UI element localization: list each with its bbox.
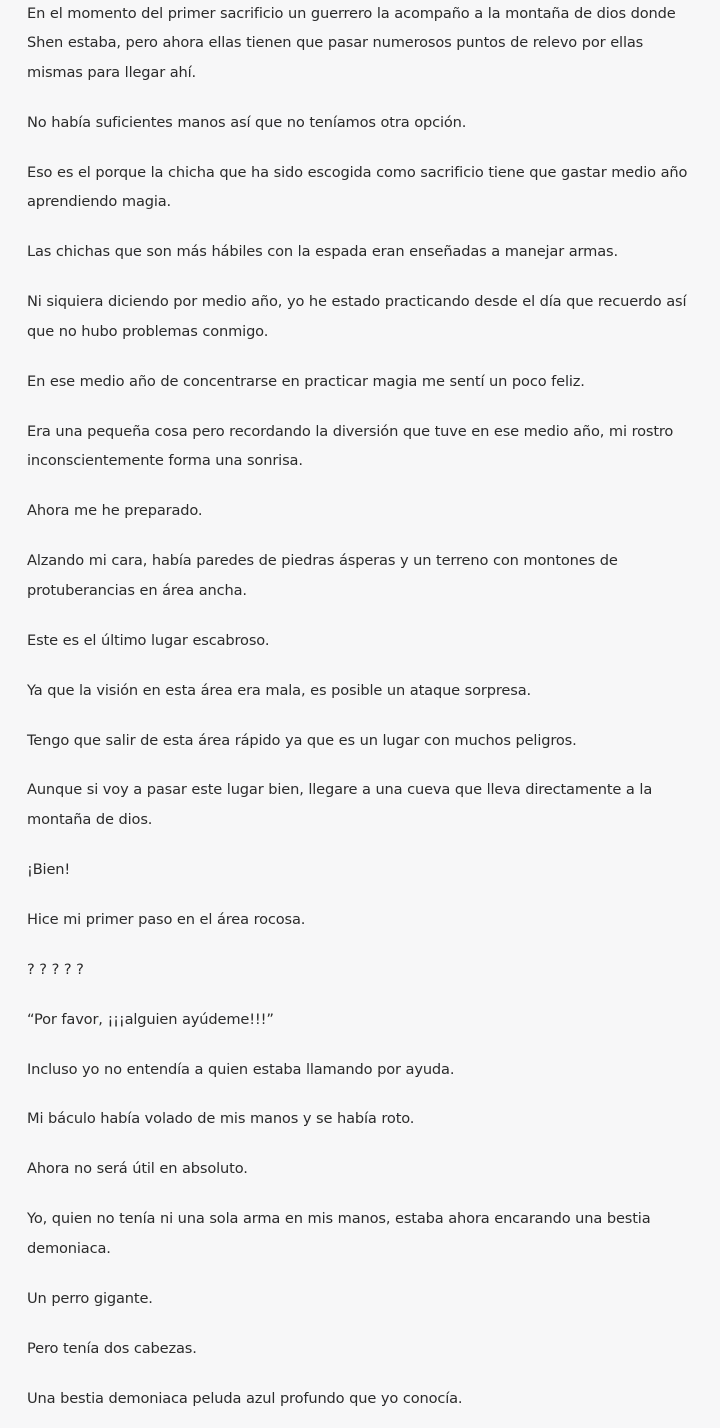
paragraph: Ahora me he preparado. <box>27 502 203 520</box>
paragraph: ¡Bien! <box>27 861 71 878</box>
paragraph: “Por favor, ¡¡¡alguien ayúdeme!!!” <box>27 1010 274 1028</box>
paragraph: ? ? ? ? ? <box>27 960 84 978</box>
paragraph: Yo, quien no tenía ni una sola arma en mis manos, estaba ahora encarando una bestia demoniaca. <box>27 1210 651 1257</box>
paragraph: Hice mi primer paso en el área rocosa. <box>27 910 306 928</box>
paragraph: Mi báculo había volado de mis manos y se había roto. <box>27 1110 415 1128</box>
paragraph: Pero tenía dos cabezas. <box>27 1339 197 1357</box>
paragraph: Este es el último lugar escabroso. <box>27 631 270 649</box>
paragraph: Un perro gigante. <box>27 1289 153 1307</box>
paragraph: Las chichas que son más hábiles con la espada eran enseñadas a manejar armas. <box>27 243 618 261</box>
paragraph: Ahora no será útil en absoluto. <box>27 1160 248 1178</box>
paragraph: En ese medio año de concentrarse en practicar magia me sentí un poco feliz. <box>27 372 585 390</box>
paragraph: No había suficientes manos así que no teníamos otra opción. <box>27 113 467 131</box>
paragraph: Una bestia demoniaca peluda azul profundo que yo conocía. <box>27 1389 463 1407</box>
paragraph: Aunque si voy a pasar este lugar bien, llegare a una cueva que lleva directamente a la montaña de dios. <box>27 781 653 829</box>
paragraph: Eso es el porque la chicha que ha sido escogida como sacrificio tiene que gastar medio año aprendiendo magia. <box>27 163 688 211</box>
paragraph: Era una pequeña cosa pero recordando la diversión que tuve en ese medio año, mi rostro inconscientemente forma una sonrisa. <box>27 422 674 470</box>
paragraph: Tengo que salir de esta área rápido ya que es un lugar con muchos peligros. <box>27 731 577 749</box>
paragraph: Alzando mi cara, había paredes de piedras ásperas y un terreno con montones de protuberancias en área ancha. <box>27 552 618 599</box>
paragraph: Ya que la visión en esta área era mala, es posible un ataque sorpresa. <box>27 681 531 699</box>
paragraph: Incluso yo no entendía a quien estaba llamando por ayuda. <box>27 1060 455 1078</box>
paragraph: Ni siquiera diciendo por medio año, yo he estado practicando desde el día que recuerdo así que no hubo problemas conmigo. <box>27 293 687 340</box>
paragraph: En el momento del primer sacrificio un guerrero la acompaño a la montaña de dios donde Shen estaba, pero ahora ellas tienen que pasar numerosos puntos de relevo por ellas mismas para llegar ahí. <box>27 4 676 81</box>
